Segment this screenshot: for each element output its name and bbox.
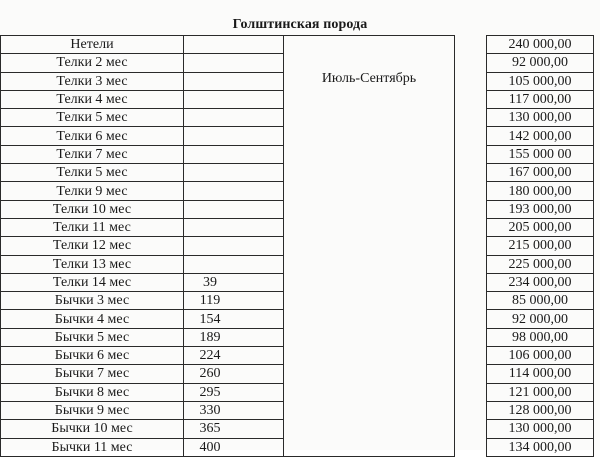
price-table-body — [1, 36, 594, 457]
period-label: Июль-Сентябрь — [321, 71, 417, 86]
row-number-cell — [184, 200, 237, 218]
row-name-cell: Телки 7 мес — [1, 145, 184, 163]
row-number-cell: 365 — [184, 420, 237, 438]
row-blank-cell — [236, 273, 284, 291]
row-number-cell: 154 — [184, 310, 237, 328]
row-blank-cell — [236, 347, 284, 365]
row-number-cell: 295 — [184, 383, 237, 401]
row-blank-cell — [236, 383, 284, 401]
row-price-cell: 142 000,00 — [487, 127, 594, 145]
row-number-cell: 224 — [184, 347, 237, 365]
row-price-cell: 117 000,00 — [487, 90, 594, 108]
row-name-cell: Бычки 7 мес — [1, 365, 184, 383]
row-blank-cell — [236, 218, 284, 236]
row-price-cell: 205 000,00 — [487, 218, 594, 236]
row-price-cell: 114 000,00 — [487, 365, 594, 383]
row-blank-cell — [236, 292, 284, 310]
row-blank-cell — [236, 36, 284, 54]
row-price-cell: 130 000,00 — [487, 109, 594, 127]
row-number-cell — [184, 182, 237, 200]
row-name-cell: Телки 9 мес — [1, 182, 184, 200]
period-cell — [284, 36, 455, 457]
row-name-cell: Телки 2 мес — [1, 54, 184, 72]
row-name-cell: Бычки 9 мес — [1, 401, 184, 419]
row-name-cell: Телки 14 мес — [1, 273, 184, 291]
row-blank-cell — [236, 164, 284, 182]
row-name-cell: Телки 12 мес — [1, 237, 184, 255]
row-price-cell: 128 000,00 — [487, 401, 594, 419]
row-blank-cell — [236, 420, 284, 438]
row-number-cell — [184, 255, 237, 273]
row-name-cell: Телки 13 мес — [1, 255, 184, 273]
row-number-cell — [184, 36, 237, 54]
row-price-cell: 167 000,00 — [487, 164, 594, 182]
row-name-cell: Бычки 3 мес — [1, 292, 184, 310]
row-blank-cell — [236, 401, 284, 419]
row-blank-cell — [236, 90, 284, 108]
row-name-cell: Бычки 11 мес — [1, 438, 184, 456]
row-number-cell: 119 — [184, 292, 237, 310]
row-number-cell — [184, 127, 237, 145]
row-name-cell: Телки 6 мес — [1, 127, 184, 145]
row-number-cell: 400 — [184, 438, 237, 456]
row-price-cell: 240 000,00 — [487, 36, 594, 54]
row-price-cell: 225 000,00 — [487, 255, 594, 273]
row-price-cell: 92 000,00 — [487, 54, 594, 72]
row-name-cell: Бычки 8 мес — [1, 383, 184, 401]
row-blank-cell — [236, 328, 284, 346]
row-name-cell: Телки 5 мес — [1, 109, 184, 127]
row-name-cell: Бычки 10 мес — [1, 420, 184, 438]
row-blank-cell — [236, 109, 284, 127]
table-row — [1, 36, 594, 54]
row-price-cell: 92 000,00 — [487, 310, 594, 328]
row-number-cell: 330 — [184, 401, 237, 419]
row-price-cell: 98 000,00 — [487, 328, 594, 346]
row-number-cell — [184, 145, 237, 163]
row-name-cell: Бычки 5 мес — [1, 328, 184, 346]
row-name-cell: Телки 10 мес — [1, 200, 184, 218]
row-number-cell — [184, 164, 237, 182]
row-blank-cell — [236, 72, 284, 90]
row-number-cell: 260 — [184, 365, 237, 383]
row-number-cell — [184, 218, 237, 236]
row-blank-cell — [236, 310, 284, 328]
row-blank-cell — [236, 255, 284, 273]
row-price-cell: 180 000,00 — [487, 182, 594, 200]
row-blank-cell — [236, 145, 284, 163]
row-blank-cell — [236, 438, 284, 456]
price-table — [0, 35, 594, 457]
row-number-cell — [184, 237, 237, 255]
row-price-cell: 134 000,00 — [487, 438, 594, 456]
row-number-cell: 189 — [184, 328, 237, 346]
gap-cell — [455, 36, 487, 457]
row-number-cell — [184, 54, 237, 72]
row-name-cell: Нетели — [1, 36, 184, 54]
row-number-cell: 39 — [184, 273, 237, 291]
row-number-cell — [184, 72, 237, 90]
row-name-cell: Бычки 6 мес — [1, 347, 184, 365]
row-blank-cell — [236, 182, 284, 200]
row-price-cell: 105 000,00 — [487, 72, 594, 90]
row-blank-cell — [236, 365, 284, 383]
row-blank-cell — [236, 237, 284, 255]
row-price-cell: 215 000,00 — [487, 237, 594, 255]
row-price-cell: 193 000,00 — [487, 200, 594, 218]
row-name-cell: Бычки 4 мес — [1, 310, 184, 328]
row-name-cell: Телки 5 мес — [1, 164, 184, 182]
row-price-cell: 121 000,00 — [487, 383, 594, 401]
row-name-cell: Телки 3 мес — [1, 72, 184, 90]
row-blank-cell — [236, 200, 284, 218]
row-blank-cell — [236, 54, 284, 72]
document-title: Голштинская порода — [232, 17, 368, 32]
row-name-cell: Телки 4 мес — [1, 90, 184, 108]
row-price-cell: 130 000,00 — [487, 420, 594, 438]
row-price-cell: 234 000,00 — [487, 273, 594, 291]
row-price-cell: 155 000 00 — [487, 145, 594, 163]
row-blank-cell — [236, 127, 284, 145]
row-price-cell: 106 000,00 — [487, 347, 594, 365]
row-price-cell: 85 000,00 — [487, 292, 594, 310]
row-number-cell — [184, 109, 237, 127]
row-number-cell — [184, 90, 237, 108]
row-name-cell: Телки 11 мес — [1, 218, 184, 236]
